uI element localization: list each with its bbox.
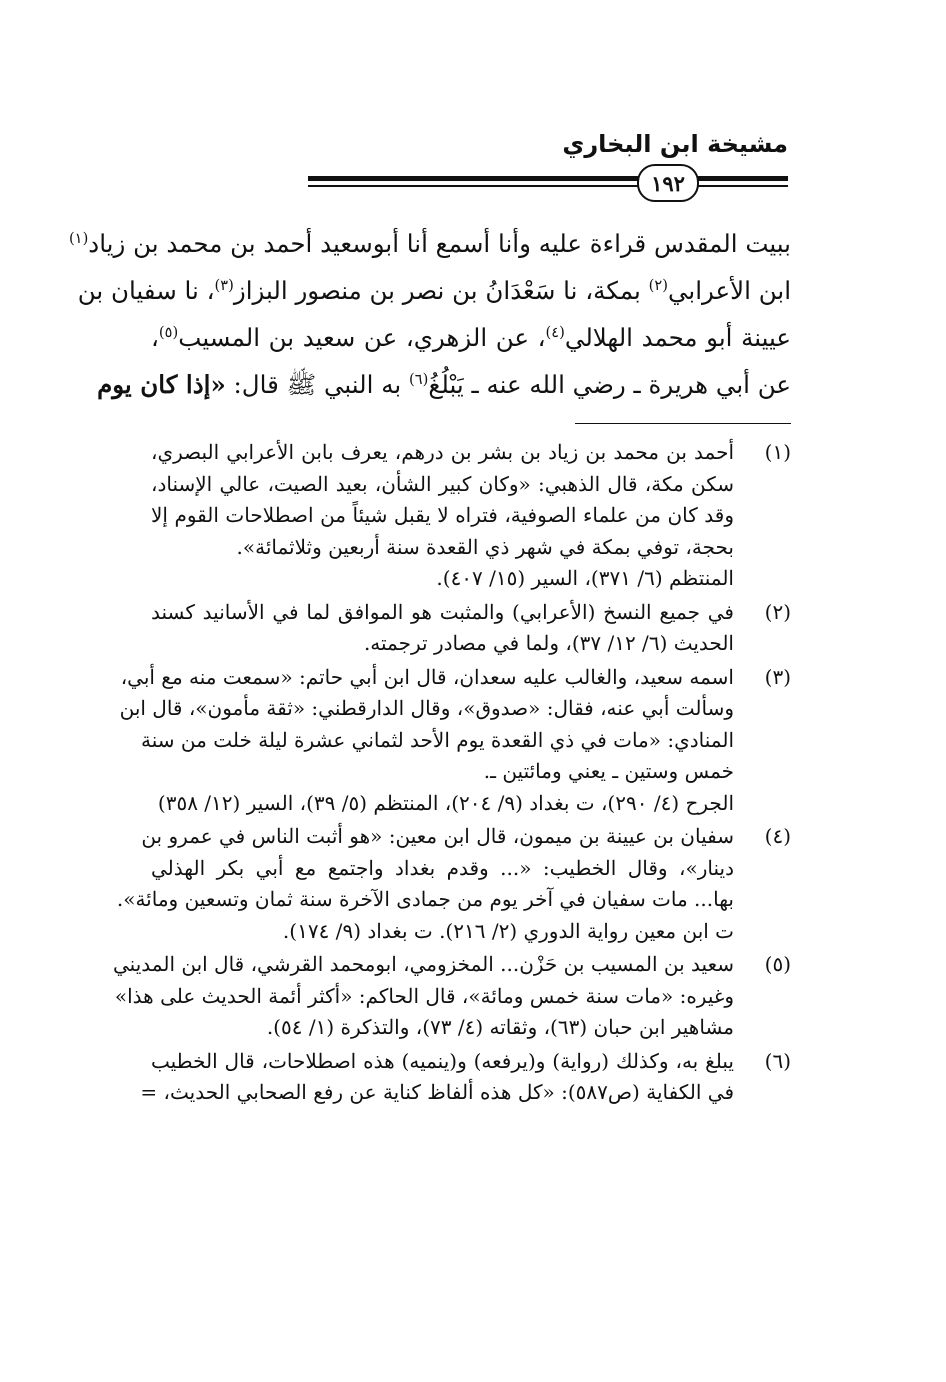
footnote-reference: الجرح (٤/ ٢٩٠)، ت بغداد (٩/ ٢٠٤)، المنتظم (٥/ ٣٩)، السير (١٢/ ٣٥٨) (157, 790, 734, 815)
text-segment: ، عن الزهري، عن سعيد بن المسيب (178, 323, 546, 352)
footnote-number: (٤) (764, 824, 791, 848)
main-text-line (151, 314, 791, 361)
footnote-marker: (١) (68, 229, 89, 247)
footnote-separator (575, 423, 791, 424)
footnote-1 (151, 437, 791, 595)
text-segment: به النبي ﷺ قال: (225, 370, 409, 399)
footnote-marker: (٤) (545, 323, 565, 341)
footnote-6 (140, 1046, 791, 1109)
footnote-line: اسمه سعيد، والغالب عليه سعدان، قال ابن أبي حاتم: «سمعت منه مع أبي، (120, 664, 734, 689)
text-segment: ببيت المقدس قراءة عليه وأنا أسمع أنا أبوسعيد أحمد بن محمد بن زياد (88, 229, 791, 258)
header-rule-left-thick (695, 176, 787, 181)
footnote-marker: (٦) (408, 370, 429, 388)
footnote-line: خمس وستين ـ يعني ومائتين ـ. (483, 759, 734, 783)
footnote-line: في جميع النسخ (الأعرابي) والمثبت هو الموافق لما في الأسانيد كسند (151, 599, 734, 624)
text-segment: عيينة أبو محمد الهلالي (564, 323, 791, 352)
footnote-number: (٥) (764, 952, 791, 976)
footnote-line: أحمد بن محمد بن زياد بن بشر بن درهم، يعرف بابن الأعرابي البصري، (151, 440, 734, 464)
main-text (68, 220, 791, 408)
footnote-line: سعيد بن المسيب بن حَزْن... المخزومي، ابومحمد القرشي، قال ابن المديني (113, 952, 734, 976)
text-segment: ، نا سفيان بن (77, 276, 215, 305)
main-text-line (97, 361, 791, 408)
footnote-5 (113, 949, 791, 1044)
page-number: ١٩٢ (651, 170, 685, 196)
footnotes (113, 437, 791, 1111)
footnote-4 (116, 821, 791, 947)
footnote-line: وسألت أبي عنه، فقال: «صدوق»، وقال الدارقطني: «ثقة مأمون»، قال ابن (119, 696, 734, 720)
header-rule-left-thin (695, 185, 787, 187)
text-segment: عن أبي هريرة ـ رضي الله عنه ـ يَبْلُغُ (428, 370, 791, 399)
footnote-reference: المنتظم (٦/ ٣٧١)، السير (١٥/ ٤٠٧). (436, 566, 734, 590)
footnote-marker: (٢) (648, 276, 668, 294)
footnote-reference: ت ابن معين رواية الدوري (٢/ ٢١٦). ت بغداد (٩/ ١٧٤). (282, 918, 734, 943)
footnote-number: (٣) (764, 664, 791, 689)
footnote-line: المنادي: «مات في ذي القعدة يوم الأحد لثماني عشرة ليلة خلت من سنة (141, 727, 734, 752)
footnote-line: وغيره: «مات سنة خمس ومائة»، قال الحاكم: «أكثر أئمة الحديث على هذا» (114, 983, 734, 1008)
text-segment: ، (151, 323, 159, 352)
text-segment: بمكة، نا سَعْدَانُ بن نصر بن منصور البزاز (233, 276, 649, 305)
footnote-line: وقد كان من علماء الصوفية، فتراه لا يقبل شيئاً من اصطلاحات القوم إلا (151, 503, 734, 527)
footnote-line: بها... مات سفيان في آخر يوم من جمادى الآخرة سنة ثمان وتسعين ومائة». (116, 887, 734, 911)
footnote-marker: (٣) (214, 276, 234, 294)
main-text-line (68, 220, 791, 267)
footnote-line: يبلغ به، وكذلك (رواية) و(يرفعه) و(ينميه) هذه اصطلاحات، قال الخطيب (151, 1048, 734, 1073)
footnote-line: سفيان بن عيينة بن ميمون، قال ابن معين: «هو أثبت الناس في عمرو بن (141, 824, 734, 848)
hadith-opening: «إذا كان يوم (97, 370, 226, 399)
footnote-line: في الكفاية (ص٥٨٧): «كل هذه ألفاظ كناية عن رفع الصحابي الحديث، = (140, 1080, 734, 1104)
footnote-line: بحجة، توفي بمكة في شهر ذي القعدة سنة أربعين وثلاثمائة». (236, 534, 734, 559)
footnote-line: دينار»، وقال الخطيب: «... وقدم بغداد واجتمع مع أبي بكر الهذلي (151, 855, 734, 880)
footnote-2 (151, 597, 791, 660)
footnote-reference: مشاهير ابن حبان (٦٣)، وثقاته (٤/ ٧٣)، والتذكرة (١/ ٥٤). (266, 1015, 734, 1039)
page-number-badge (637, 164, 699, 202)
running-header-title: مشيخة ابن البخاري (562, 130, 788, 158)
main-text-line (77, 267, 791, 314)
footnote-line: الحديث (٦/ ١٢/ ٣٧)، ولما في مصادر ترجمته. (363, 631, 734, 655)
footnote-number: (١) (764, 440, 791, 464)
footnote-line: سكن مكة، قال الذهبي: «وكان كبير الشأن، بعيد الصيت، عالي الإسناد، (151, 471, 734, 496)
footnote-marker: (٥) (158, 323, 179, 341)
footnote-number: (٦) (764, 1048, 791, 1073)
footnote-number: (٢) (764, 599, 791, 624)
text-segment: ابن الأعرابي (667, 276, 791, 305)
footnote-3 (119, 662, 791, 820)
